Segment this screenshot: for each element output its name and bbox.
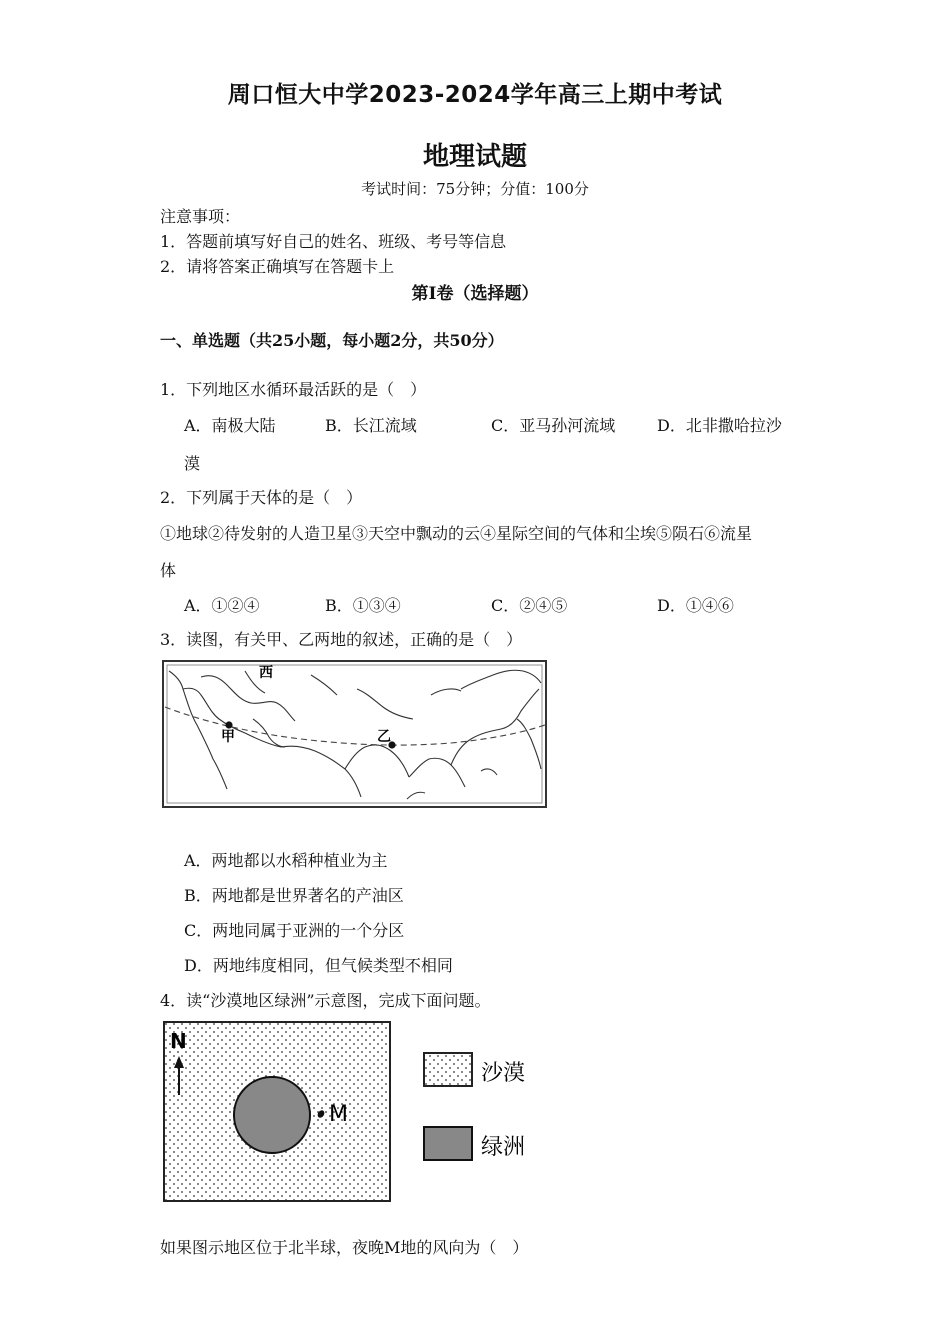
q3-map [161,659,549,811]
q2-stem: 2．下列属于天体的是（ ） [160,488,363,507]
subject-title: 地理试题 [422,142,527,172]
label-jia: 甲 [221,729,235,745]
q2-list-line-2: 体 [160,561,177,580]
oasis-circle [234,1077,310,1153]
q2-option-c: C．②④⑤ [491,596,568,615]
section-title: 一、单选题（共25小题，每小题2分，共50分） [160,331,504,350]
q3-stem: 3．读图，有关甲、乙两地的叙述，正确的是（ ） [160,630,523,649]
north-label: N [170,1029,187,1053]
q1-option-c: C．亚马孙河流域 [491,416,616,435]
q2-list-line-1: ①地球②待发射的人造卫星③天空中飘动的云④星际空间的气体和尘埃⑤陨石⑥流星 [160,524,753,543]
q1-option-d-wrap: 漠 [184,454,201,473]
q1-option-b: B．长江流域 [325,416,417,435]
m-label: M [329,1102,348,1127]
q2-option-a: A．①②④ [184,596,260,615]
q3-option-d: D．两地纬度相同，但气候类型不相同 [184,956,453,975]
label-west: 西 [259,665,273,681]
q1-option-a: A．南极大陆 [184,416,276,435]
q3-option-b: B．两地都是世界著名的产油区 [184,886,404,905]
q3-option-c: C．两地同属于亚洲的一个分区 [184,921,405,940]
q2-option-d: D．①④⑥ [657,596,734,615]
legend-desert-label: 沙漠 [481,1061,526,1086]
q3-option-a: A．两地都以水稻种植业为主 [184,851,388,870]
volume-title: 第I卷（选择题） [411,284,539,304]
exam-info: 考试时间：75分钟；分值：100分 [361,180,589,198]
notice-item-1: 1．答题前填写好自己的姓名、班级、考号等信息 [160,232,507,251]
exam-title: 周口恒大中学2023-2024学年高三上期中考试 [227,82,723,108]
legend-oasis-swatch [424,1127,472,1160]
point-jia [225,721,232,728]
q1-stem: 1．下列地区水循环最活跃的是（ ） [160,380,427,399]
q4-stem: 4．读“沙漠地区绿洲”示意图，完成下面问题。 [160,991,491,1010]
q4-sub-question: 如果图示地区位于北半球，夜晚M地的风向为（ ） [160,1238,529,1257]
notice-heading: 注意事项： [160,207,241,226]
q2-option-b: B．①③④ [325,596,401,615]
legend-oasis-label: 绿洲 [481,1135,526,1160]
notice-item-2: 2．请将答案正确填写在答题卡上 [160,257,395,276]
legend-desert-swatch [424,1053,472,1086]
oasis-diagram [160,1018,540,1208]
label-yi: 乙 [377,729,391,745]
q1-option-d: D．北非撒哈拉沙 [657,416,782,435]
